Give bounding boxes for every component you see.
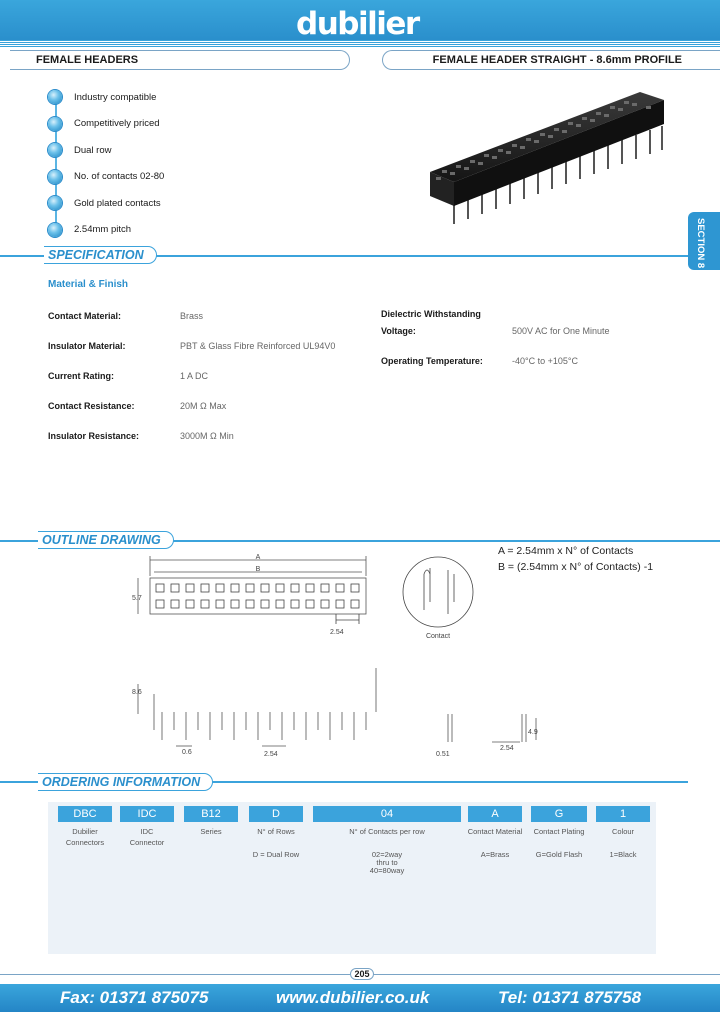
feature-text: 2.54mm pitch (74, 224, 132, 236)
material-finish-heading: Material & Finish (48, 279, 129, 290)
bullet-icon (48, 196, 62, 210)
spec-value: 3000M Ω Min (180, 431, 234, 441)
spec-label: Operating Temperature: (381, 356, 483, 366)
order-option: G=Gold Flash (535, 850, 583, 859)
spec-label: Contact Material: (48, 311, 122, 321)
formula-a: A = 2.54mm x N° of Contacts (498, 545, 634, 557)
top-view-drawing (130, 550, 380, 640)
formula-b: B = (2.54mm x N° of Contacts) -1 (498, 561, 654, 573)
order-option: A=Brass (480, 850, 510, 859)
spec-value: -40°C to +105°C (512, 356, 578, 366)
order-code-box: G (531, 806, 587, 822)
spec-label: Contact Resistance: (48, 401, 135, 411)
feature-text: Gold plated contacts (74, 197, 161, 209)
outline-drawing-heading: OUTLINE DRAWING (38, 531, 174, 549)
feature-item (48, 137, 248, 164)
feature-text: Competitively priced (74, 118, 160, 130)
footer-fax: Fax: 01371 875075 (60, 988, 209, 1007)
dim-5-7: 5.7 (132, 595, 142, 602)
order-desc: IDC Connector (129, 827, 165, 847)
order-desc: Contact Material (467, 827, 523, 836)
feature-list (48, 84, 248, 243)
feature-text: Dual row (74, 144, 112, 156)
dim-8-6: 8.6 (132, 689, 142, 696)
contact-detail-drawing (400, 552, 480, 642)
bullet-icon (48, 223, 62, 237)
order-option: D = Dual Row (252, 850, 300, 859)
feature-item (48, 217, 248, 244)
spec-label: Insulator Resistance: (48, 431, 140, 441)
feature-text: Industry compatible (74, 91, 157, 103)
dim-a: A (255, 554, 261, 561)
dim-4-9: 4.9 (528, 729, 538, 736)
page-number: 205 (350, 968, 374, 980)
order-code-box: D (249, 806, 303, 822)
contact-label: Contact (425, 633, 451, 640)
order-code-box: A (468, 806, 522, 822)
ordering-panel (48, 802, 656, 954)
spec-value: 500V AC for One Minute (512, 326, 610, 336)
side-view-drawing (130, 664, 380, 760)
category-title: FEMALE HEADERS (10, 50, 350, 70)
footer-bar (0, 984, 720, 1012)
feature-text: No. of contacts 02-80 (74, 171, 165, 183)
feature-item (48, 190, 248, 217)
spec-label: Current Rating: (48, 371, 114, 381)
spec-label: Voltage: (381, 326, 416, 336)
feature-item (48, 111, 248, 138)
section-tab-label: SECTION 8 (695, 218, 706, 269)
spec-label: Insulator Material: (48, 341, 126, 351)
dubilier-logo: dubilier (296, 6, 419, 42)
order-code-box: 04 (313, 806, 461, 822)
order-option: 1=Black (609, 850, 637, 859)
spec-value: 1 A DC (180, 371, 209, 381)
dim-0-6: 0.6 (182, 749, 192, 756)
order-desc: Series (200, 827, 222, 836)
order-desc: N° of Rows (257, 827, 295, 836)
dim-pitch-detail: 2.54 (500, 745, 514, 752)
dim-b: B (255, 566, 261, 573)
spec-value: Brass (180, 311, 204, 321)
order-desc: N° of Contacts per row (349, 827, 425, 836)
feature-item (48, 84, 248, 111)
bullet-icon (48, 143, 62, 157)
dim-0-51: 0.51 (436, 751, 450, 758)
spec-value: PBT & Glass Fibre Reinforced UL94V0 (180, 341, 336, 351)
dielectric-heading: Dielectric Withstanding (381, 309, 481, 319)
order-desc: Contact Plating (533, 827, 585, 836)
dim-pitch: 2.54 (330, 629, 344, 636)
order-desc: Colour (611, 827, 635, 836)
order-desc: Dubilier Connectors (65, 827, 105, 847)
order-code-box: DBC (58, 806, 112, 822)
bullet-icon (48, 90, 62, 104)
footer-website[interactable]: www.dubilier.co.uk (276, 988, 430, 1007)
bullet-icon (48, 117, 62, 131)
spec-value: 20M Ω Max (180, 401, 227, 411)
specification-heading: SPECIFICATION (44, 246, 157, 264)
dim-pitch-side: 2.54 (264, 751, 278, 758)
ordering-heading: ORDERING INFORMATION (38, 773, 213, 791)
bullet-icon (48, 170, 62, 184)
order-code-box: 1 (596, 806, 650, 822)
product-photo (424, 82, 670, 242)
product-title: FEMALE HEADER STRAIGHT - 8.6mm PROFILE (382, 50, 720, 70)
order-code-box: B12 (184, 806, 238, 822)
feature-item (48, 164, 248, 191)
order-code-box: IDC (120, 806, 174, 822)
pin-detail-drawing (430, 706, 560, 766)
order-option: 02=2way thru to 40=80way (369, 850, 405, 875)
section-tab[interactable] (688, 212, 720, 270)
footer-telephone: Tel: 01371 875758 (498, 988, 642, 1007)
